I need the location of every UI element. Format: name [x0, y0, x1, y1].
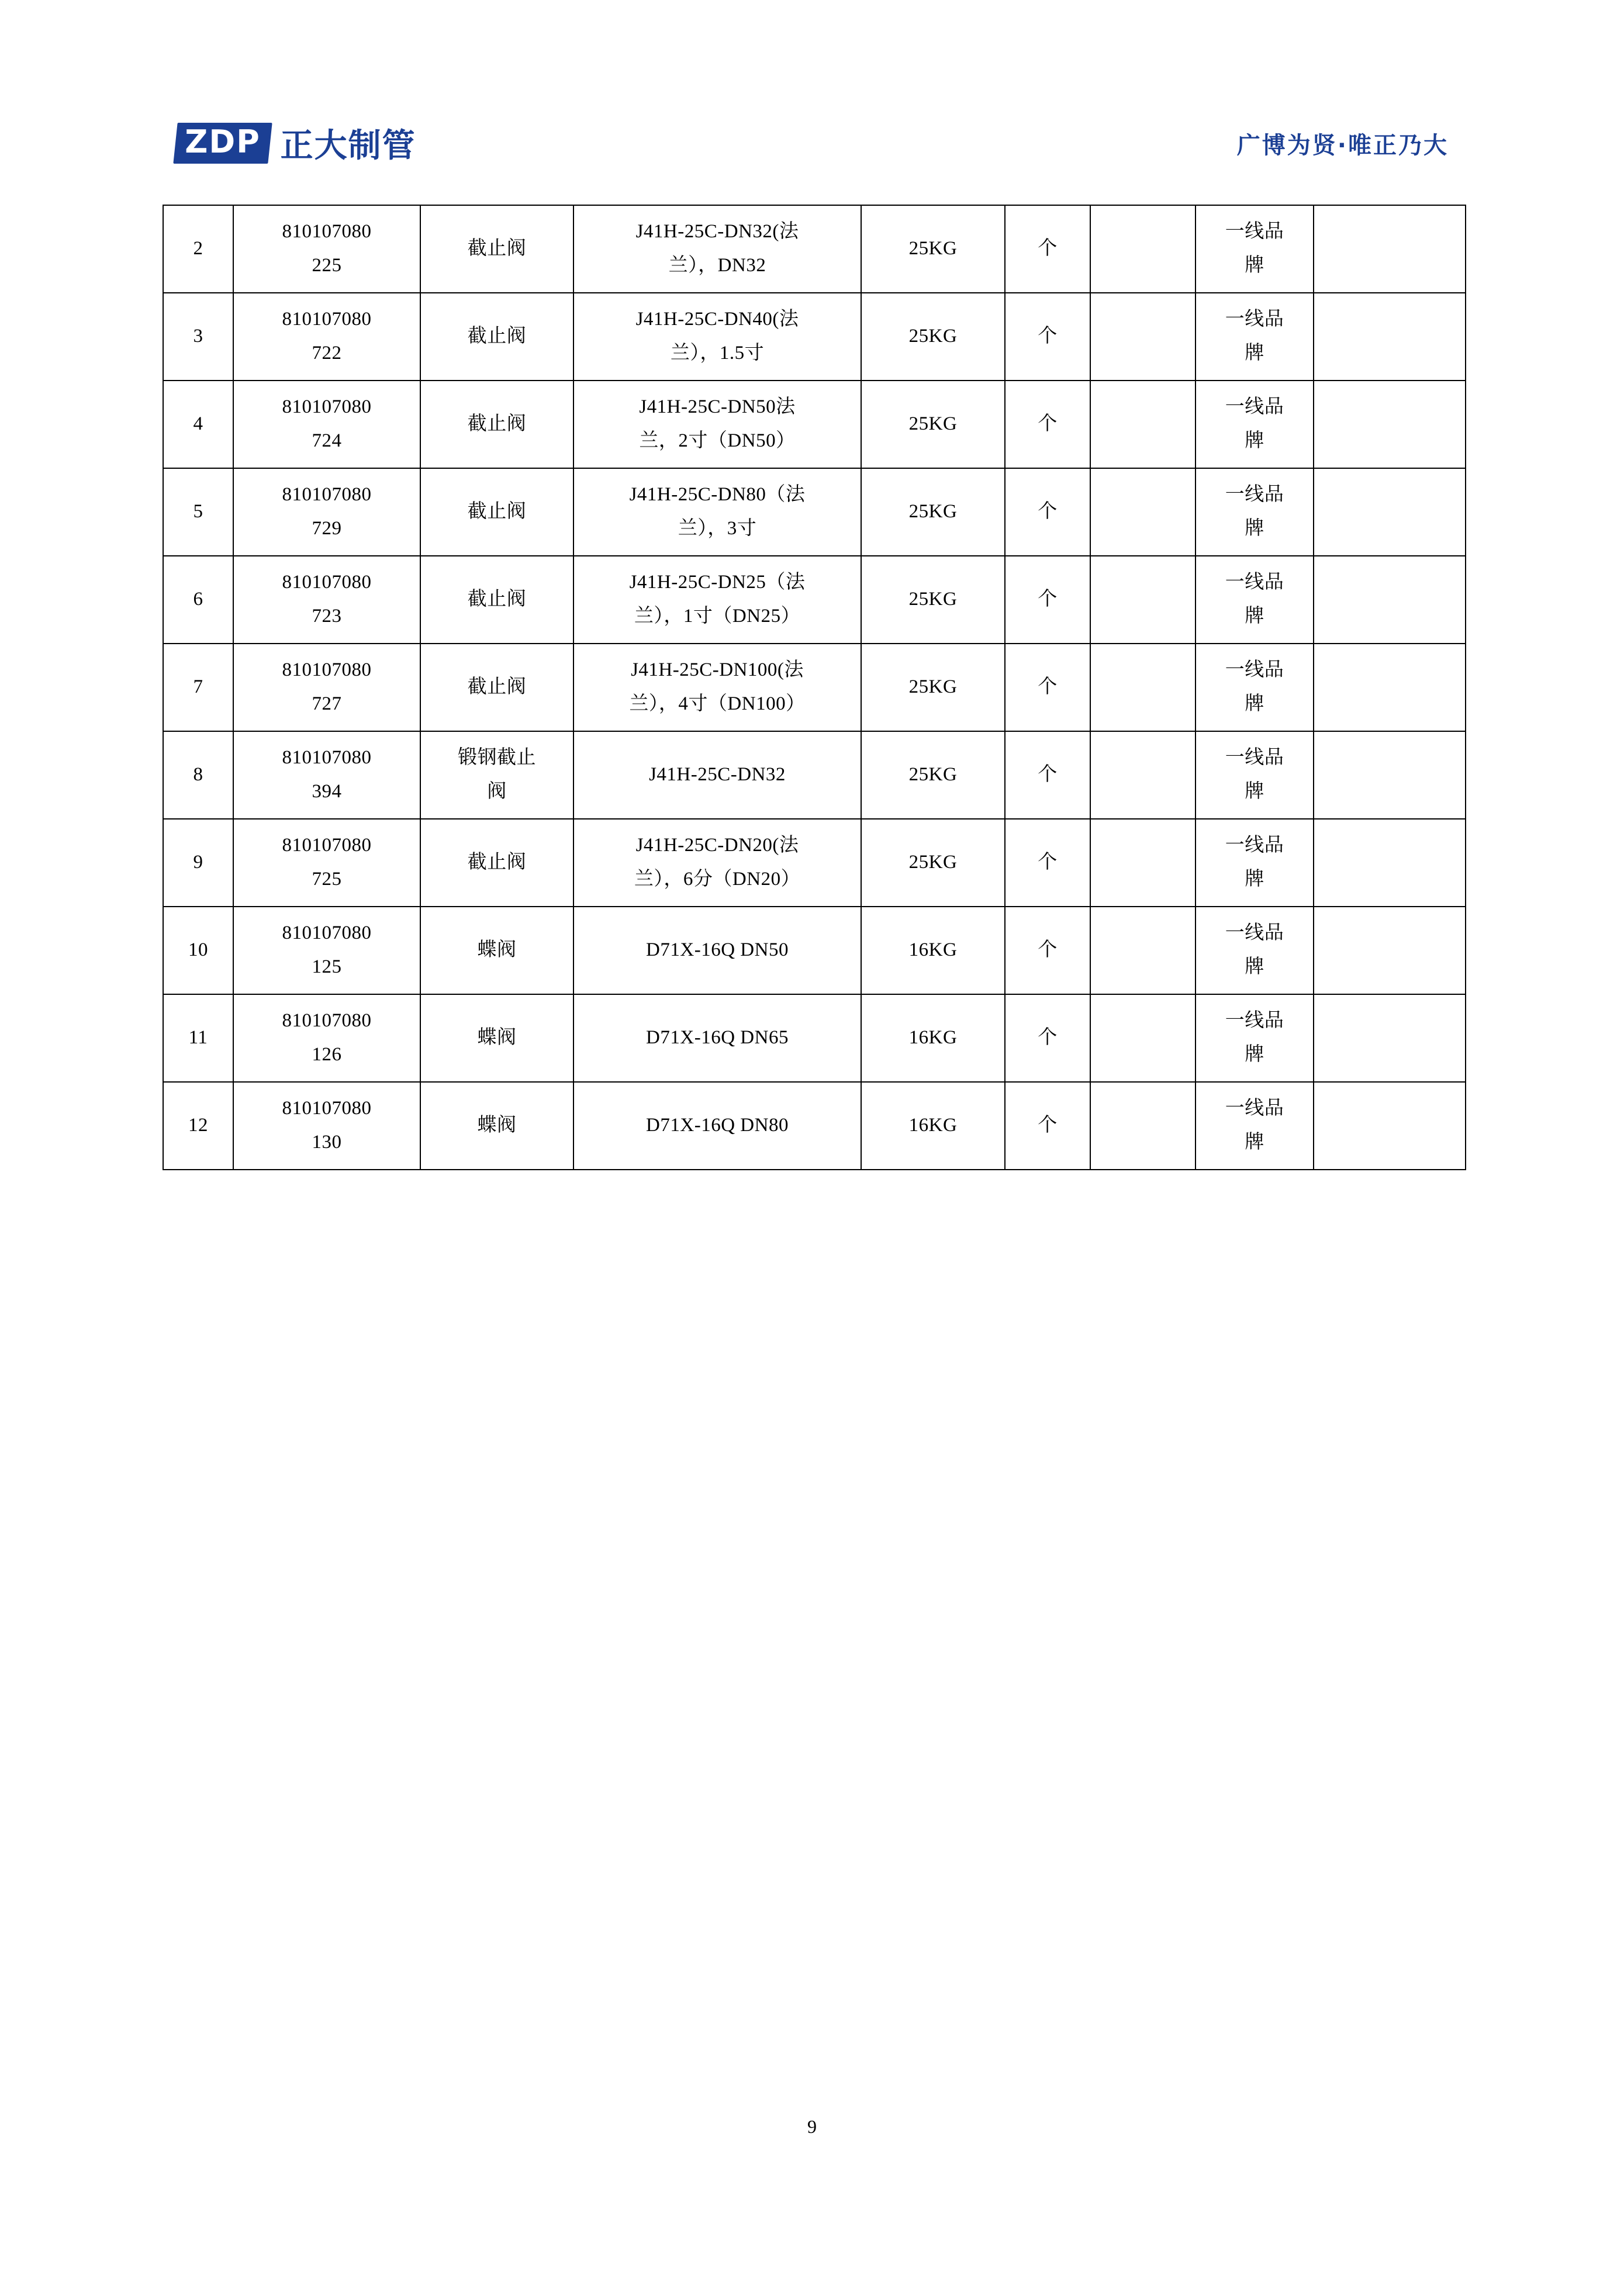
cell-qty [1090, 994, 1195, 1082]
code-line-2: 394 [312, 781, 342, 802]
cell-spec: D71X-16Q DN80 [573, 1082, 861, 1170]
cell-brand [1195, 1082, 1314, 1170]
table-row [163, 644, 1466, 731]
brand-line-2: 牌 [1245, 518, 1264, 539]
cell-spec [573, 468, 861, 556]
company-slogan: 广博为贤·唯正乃大 [1236, 132, 1449, 159]
cell-pressure: 25KG [861, 556, 1005, 644]
code-line-1: 810107080 [282, 396, 372, 418]
code-line-2: 723 [312, 606, 342, 627]
cell-unit: 个 [1005, 644, 1090, 731]
cell-brand [1195, 556, 1314, 644]
code-line-2: 729 [312, 518, 342, 539]
cell-pressure: 16KG [861, 907, 1005, 994]
spec-line-1: J41H-25C-DN32(法 [635, 221, 799, 243]
cell-qty [1090, 1082, 1195, 1170]
cell-code [233, 381, 420, 468]
brand-line-2: 牌 [1245, 869, 1264, 890]
items-table-wrap [163, 205, 1465, 1170]
cell-note [1314, 293, 1466, 381]
cell-name: 截止阀 [420, 468, 573, 556]
cell-note [1314, 907, 1466, 994]
cell-unit: 个 [1005, 907, 1090, 994]
cell-no: 11 [163, 994, 233, 1082]
cell-no: 3 [163, 293, 233, 381]
code-line-1: 810107080 [282, 1010, 372, 1032]
cell-pressure: 25KG [861, 731, 1005, 819]
cell-name [420, 731, 573, 819]
table-row [163, 381, 1466, 468]
code-line-2: 225 [312, 255, 342, 276]
cell-qty [1090, 644, 1195, 731]
brand-line-1: 一线品 [1225, 572, 1284, 593]
spec-line-1: J41H-25C-DN50法 [639, 396, 796, 418]
cell-note [1314, 1082, 1466, 1170]
code-line-2: 126 [312, 1044, 342, 1065]
cell-code [233, 994, 420, 1082]
cell-unit: 个 [1005, 731, 1090, 819]
cell-name: 截止阀 [420, 644, 573, 731]
spec-line-2: 兰），3寸 [678, 518, 757, 539]
brand-line-2: 牌 [1245, 1044, 1264, 1065]
code-line-2: 125 [312, 956, 342, 977]
spec-line-2: 兰），DN32 [668, 255, 766, 276]
logo-mark-text: ZDP [185, 123, 261, 160]
code-line-1: 810107080 [282, 1098, 372, 1119]
cell-pressure: 25KG [861, 468, 1005, 556]
cell-spec [573, 293, 861, 381]
table-row [163, 731, 1466, 819]
cell-note [1314, 381, 1466, 468]
cell-pressure: 25KG [861, 381, 1005, 468]
cell-spec: D71X-16Q DN65 [573, 994, 861, 1082]
cell-pressure: 25KG [861, 644, 1005, 731]
table-row [163, 819, 1466, 907]
brand-line-1: 一线品 [1225, 1010, 1284, 1032]
brand-line-1: 一线品 [1225, 396, 1284, 418]
cell-qty [1090, 468, 1195, 556]
cell-pressure: 16KG [861, 994, 1005, 1082]
cell-code [233, 731, 420, 819]
cell-note [1314, 644, 1466, 731]
cell-spec [573, 556, 861, 644]
brand-line-2: 牌 [1245, 1132, 1264, 1153]
cell-no: 6 [163, 556, 233, 644]
brand-line-2: 牌 [1245, 343, 1264, 364]
cell-qty [1090, 819, 1195, 907]
code-line-1: 810107080 [282, 835, 372, 856]
cell-code [233, 205, 420, 293]
table-row [163, 994, 1466, 1082]
cell-note [1314, 994, 1466, 1082]
company-name: 正大制管 [280, 127, 416, 165]
cell-qty [1090, 293, 1195, 381]
spec-line-2: 兰），6分（DN20） [634, 869, 801, 890]
code-line-1: 810107080 [282, 572, 372, 593]
cell-code [233, 1082, 420, 1170]
cell-name: 截止阀 [420, 819, 573, 907]
cell-qty [1090, 731, 1195, 819]
cell-unit: 个 [1005, 819, 1090, 907]
code-line-1: 810107080 [282, 309, 372, 330]
cell-no: 2 [163, 205, 233, 293]
cell-spec [573, 819, 861, 907]
cell-name: 蝶阀 [420, 1082, 573, 1170]
company-logo [175, 120, 416, 167]
cell-brand [1195, 819, 1314, 907]
cell-code [233, 644, 420, 731]
brand-line-2: 牌 [1245, 606, 1264, 627]
brand-line-2: 牌 [1245, 781, 1264, 802]
spec-line-2: 兰），4寸（DN100） [629, 693, 806, 714]
brand-line-2: 牌 [1245, 693, 1264, 714]
cell-spec [573, 644, 861, 731]
spec-line-1: J41H-25C-DN100(法 [631, 659, 804, 681]
brand-line-1: 一线品 [1225, 659, 1284, 681]
brand-line-2: 牌 [1245, 255, 1264, 276]
spec-line-1: J41H-25C-DN25（法 [629, 572, 806, 593]
cell-no: 5 [163, 468, 233, 556]
cell-code [233, 556, 420, 644]
cell-no: 4 [163, 381, 233, 468]
table-row [163, 205, 1466, 293]
code-line-2: 722 [312, 343, 342, 364]
cell-qty [1090, 556, 1195, 644]
cell-code [233, 293, 420, 381]
cell-unit: 个 [1005, 468, 1090, 556]
brand-line-1: 一线品 [1225, 309, 1284, 330]
code-line-2: 130 [312, 1132, 342, 1153]
cell-note [1314, 556, 1466, 644]
cell-code [233, 907, 420, 994]
spec-line-1: J41H-25C-DN40(法 [635, 309, 799, 330]
cell-unit: 个 [1005, 205, 1090, 293]
cell-unit: 个 [1005, 293, 1090, 381]
cell-spec: D71X-16Q DN50 [573, 907, 861, 994]
cell-no: 12 [163, 1082, 233, 1170]
cell-brand [1195, 994, 1314, 1082]
table-row [163, 1082, 1466, 1170]
table-row [163, 468, 1466, 556]
cell-spec: J41H-25C-DN32 [573, 731, 861, 819]
brand-line-1: 一线品 [1225, 835, 1284, 856]
zdp-logo-icon [173, 123, 272, 164]
cell-name: 蝶阀 [420, 907, 573, 994]
cell-qty [1090, 381, 1195, 468]
cell-no: 10 [163, 907, 233, 994]
code-line-1: 810107080 [282, 484, 372, 506]
cell-spec [573, 381, 861, 468]
cell-note [1314, 819, 1466, 907]
spec-line-1: J41H-25C-DN20(法 [635, 835, 799, 856]
cell-unit: 个 [1005, 1082, 1090, 1170]
cell-brand [1195, 205, 1314, 293]
cell-name: 截止阀 [420, 381, 573, 468]
cell-code [233, 468, 420, 556]
cell-brand [1195, 468, 1314, 556]
cell-no: 7 [163, 644, 233, 731]
brand-line-1: 一线品 [1225, 922, 1284, 944]
cell-spec [573, 205, 861, 293]
brand-line-1: 一线品 [1225, 1098, 1284, 1119]
cell-no: 9 [163, 819, 233, 907]
code-line-2: 727 [312, 693, 342, 714]
cell-brand [1195, 731, 1314, 819]
code-line-2: 725 [312, 869, 342, 890]
cell-no: 8 [163, 731, 233, 819]
code-line-1: 810107080 [282, 747, 372, 769]
cell-note [1314, 468, 1466, 556]
page-header [175, 111, 1449, 175]
brand-line-2: 牌 [1245, 956, 1264, 977]
cell-unit: 个 [1005, 381, 1090, 468]
items-table [163, 205, 1466, 1170]
spec-line-2: 兰），1寸（DN25） [634, 606, 801, 627]
name-line-1: 锻钢截止 [458, 747, 536, 769]
cell-unit: 个 [1005, 556, 1090, 644]
cell-brand [1195, 381, 1314, 468]
code-line-1: 810107080 [282, 922, 372, 944]
spec-line-1: J41H-25C-DN80（法 [629, 484, 806, 506]
cell-name: 截止阀 [420, 205, 573, 293]
cell-name: 截止阀 [420, 556, 573, 644]
page-footer [0, 2116, 1624, 2138]
brand-line-1: 一线品 [1225, 747, 1284, 769]
cell-pressure: 25KG [861, 205, 1005, 293]
cell-name: 截止阀 [420, 293, 573, 381]
cell-code [233, 819, 420, 907]
code-line-1: 810107080 [282, 221, 372, 243]
brand-line-2: 牌 [1245, 430, 1264, 451]
cell-qty [1090, 907, 1195, 994]
cell-brand [1195, 907, 1314, 994]
cell-brand [1195, 293, 1314, 381]
cell-note [1314, 205, 1466, 293]
spec-line-2: 兰），1.5寸 [670, 343, 765, 364]
page-number: 9 [807, 2116, 817, 2137]
cell-pressure: 25KG [861, 293, 1005, 381]
cell-pressure: 16KG [861, 1082, 1005, 1170]
cell-pressure: 25KG [861, 819, 1005, 907]
code-line-2: 724 [312, 430, 342, 451]
table-row [163, 293, 1466, 381]
table-row [163, 907, 1466, 994]
code-line-1: 810107080 [282, 659, 372, 681]
name-line-2: 阀 [487, 781, 507, 802]
brand-line-1: 一线品 [1225, 221, 1284, 243]
table-row [163, 556, 1466, 644]
cell-unit: 个 [1005, 994, 1090, 1082]
cell-qty [1090, 205, 1195, 293]
cell-note [1314, 731, 1466, 819]
cell-brand [1195, 644, 1314, 731]
cell-name: 蝶阀 [420, 994, 573, 1082]
brand-line-1: 一线品 [1225, 484, 1284, 506]
spec-line-2: 兰，2寸（DN50） [639, 430, 796, 451]
